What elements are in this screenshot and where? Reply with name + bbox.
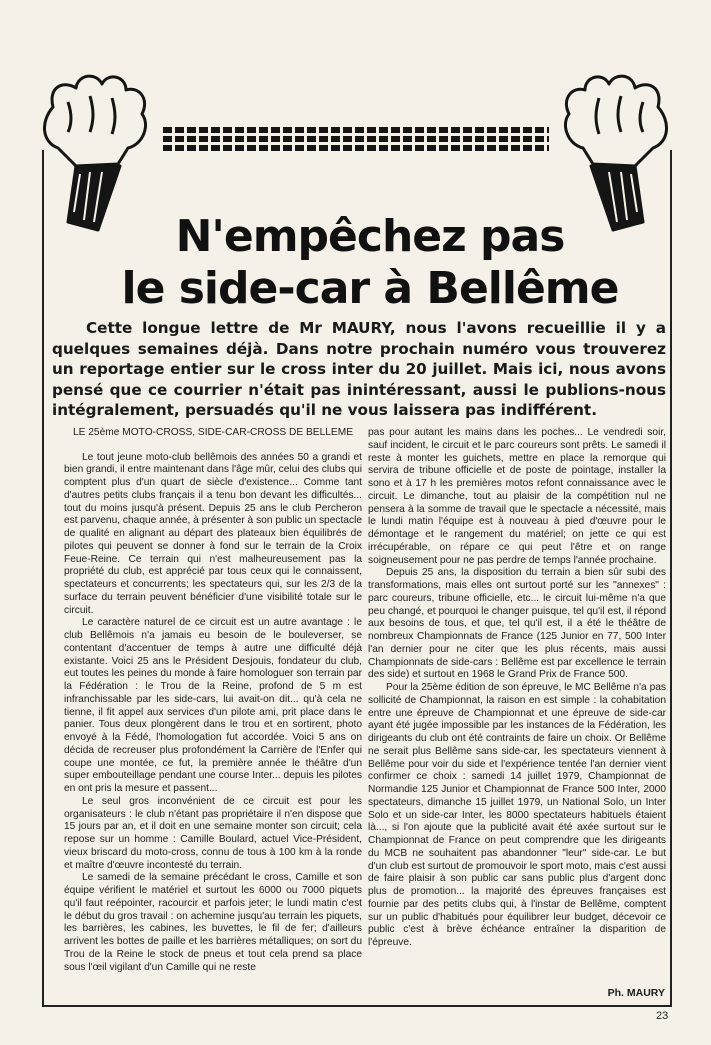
right-paragraph: Depuis 25 ans, la disposition du terrain a bien sûr subi des transformations, mais elles ont surtout porté sur les "annexes" : parc coureurs, tribune officielle, etc... le circuit lui-même n'a que peu changé, et pourquoi le changer puisque, tel qu'il est, il répond aux besoins de tous, et que, tel qu'il est, il a été le théâtre de nombreux Championnats de France (125 Junior en 77, 500 Inter l'an dernier pour ne citer que les plus récents, mais aussi Championnats de side-cars : Bellême est par excellence le terrain des side) et surtout en 1968 le Grand Prix de France 500.: [368, 567, 666, 681]
decorative-banner: [163, 127, 549, 151]
left-column: [64, 427, 362, 974]
raised-fist-left-illustration: [28, 62, 158, 232]
article-heading: LE 25ème MOTO-CROSS, SIDE-CAR-CROSS DE BELLEME: [72, 427, 354, 438]
left-paragraph: Le tout jeune moto-club bellêmois des années 50 a grandi et bien grandi, il entre maintenant dans l'âge mûr, celui des clubs qui comptent plus d'un quart de siècle d'existence... Comme tant d'autres petits clubs français il a tenu bon devant les difficultés... tout du moins jusqu'à présent. Depuis 25 ans le club Percheron est parvenu, chaque année, à présenter à son public un spectacle de qualité en alignant au départ des plateaux bien équilibrés de pilotes qui peuvent se donner à fond sur le terrain de la Croix Feue-Reine. Ce terrain qui n'est malheureusement pas la propriété du club, est apprécié par tous ceux qui le connaissent, spectateurs et concurrents; les spectateurs qui, sur les 2/3 de la surface du terrain peuvent bénéficier d'une visibilité totale sur le circuit.: [64, 451, 362, 616]
raised-fist-right-illustration: [553, 62, 683, 232]
right-column: [368, 427, 666, 950]
right-paragraph: pas pour autant les mains dans les poches... Le vendredi soir, sauf incident, le circuit et le parc coureurs sont prêts. Le samedi il reste à monter les guichets, mettre en place la remorque qui servira de tribune officielle et de poste de pointage, installer la sono et à 17 h les premières motos refont connaissance avec le circuit. Le dimanche, tout au plaisir de la compétition nul ne pensera à la somme de travail que le spectacle a nécessité, mais le lundi matin l'équipe est à nouveau à pied d'œuvre pour le démontage et le rangement du matériel; on jette ce qui est irrécupérable, on répare ce qui peut l'être et on range soigneusement pour ne pas perdre de temps l'année prochaine.: [368, 427, 666, 566]
article-title-line-1: N'empêchez pas: [175, 211, 565, 262]
intro-paragraph: Cette longue lettre de Mr MAURY, nous l'avons recueillie il y a quelques semaines déjà. Dans notre prochain numéro vous trouverez un reportage entier sur le cross inter du 20 juillet. Mais ici, nous avons pensé que ce courrier n'était pas inintéressant, aussi le publions-nous intégralement, persuadés qu'il ne vous laissera pas indifférent.: [52, 319, 666, 419]
frame-right-line: [670, 150, 672, 1006]
left-paragraph: Le caractère naturel de ce circuit est un autre avantage : le club Bellêmois n'a jamais eu besoin de le bouleverser, se contentant d'accentuer de temps à autre une difficulté déjà existante. Voici 25 ans le Président Desjouis, fondateur du club, eut toutes les peines du monde à faire homologuer son terrain par la Fédération : le Trou de la Reine, profond de 5 m est infranchissable par les side-cars, lui avait-on dit... qu'à cela ne tienne, il fit appel aux services d'un pilote ami, prit place dans le panier. Tous deux plongèrent dans le trou et en sortirent, photo envoyé à la Fédé, l'homologation fut accordée. Voici 5 ans on décida de recreuser plus profondément la Carrière de l'Enfer qui coupe une montée, ce fut, la première année le théâtre d'un super embouteillage pendant une course Inter... depuis les pilotes en ont pris la mesure et passent...: [64, 617, 362, 794]
article-title-line-2: le side-car à Bellême: [121, 263, 619, 314]
frame-bottom-line: [42, 1005, 672, 1007]
right-paragraph: Pour la 25ème édition de son épreuve, le MC Bellême n'a pas sollicité de Championnat, la raison en est simple : la cohabitation entre une épreuve de Championnat et une épreuve de side-car ayant été jugée impossible par les instances de la Fédération, les dirigeants du club ont été contraints de faire un choix. Or Bellême ne serait plus Bellême sans side-car, les spectateurs viennent à Bellême pour voir du side et l'expérience tentée l'an dernier vient confirmer ce choix : samedi 14 juillet 1979, Championnat de Normandie 125 Junior et Championnat de France 500 Inter, 2000 spectateurs, dimanche 15 juillet 1979, un National Solo, un Inter Solo et un side-car Inter, les 8000 spectateurs habituels étaient là..., si l'on ajoute que la publicité avait été axée surtout sur le Championnat de France on peut comprendre que les dirigeants du MCB ne souhaitent pas abandonner "leur" side-car. Le but d'un club est surtout de promouvoir le sport moto, mais c'est aussi de faire plaisir à son public car sans public plus d'argent donc plus de promotion... la majorité des épreuves françaises est fournie par des petits clubs qui, à l'instar de Bellême, comptent sur un public d'habitués pour équilibrer leur budget, décevoir ce public c'est à brève échéance entraîner la disparition de l'épreuve.: [368, 682, 666, 948]
author-signature: Ph. MAURY: [607, 987, 665, 999]
frame-left-line: [42, 150, 44, 1006]
left-paragraph: Le seul gros inconvénient de ce circuit est pour les organisateurs : le club n'étant pas propriétaire il n'en dispose que 15 jours par an, et il doit en une semaine monter son circuit; cela repose sur un homme : Camille Boulard, actuel Vice-Président, vieux briscard du moto-cross, connu de tous à 100 km à la ronde et maître d'œuvre incontesté du terrain.: [64, 795, 362, 871]
page-number: 23: [656, 1010, 669, 1022]
left-paragraph: Le samedi de la semaine précédant le cross, Camille et son équipe vérifient le matériel et surtout les 6000 ou 7000 piquets qu'il faut reépointer, racourcir et parfois jeter; le lundi matin c'est le début du gros travail : on achemine jusqu'au terrain les piquets, les barrières, les cabines, les buvettes, le fil de fer; d'ailleurs arrivent les bottes de paille et les barrières métalliques; on sort du Trou de la Reine le stock de pneus et tout cela prend sa place sous l'œil vigilant d'un Camille qui ne reste: [64, 872, 362, 973]
